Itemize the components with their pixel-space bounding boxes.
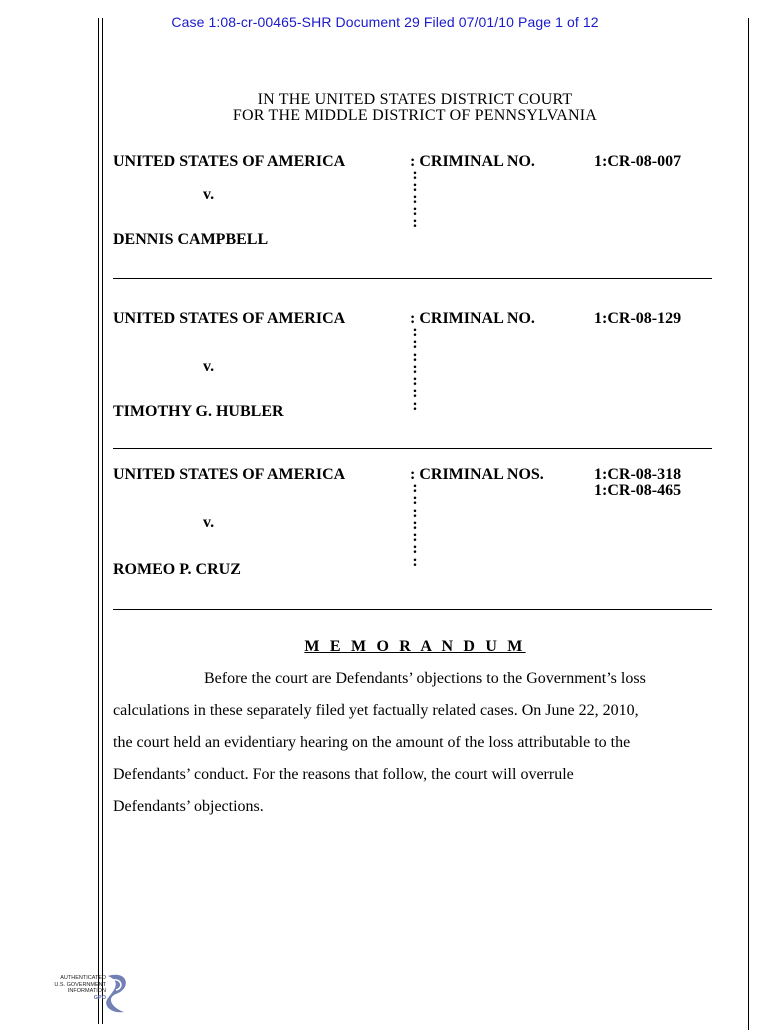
memorandum-line-5: Defendants’ objections.	[113, 798, 264, 815]
case1-versus: v.	[203, 186, 215, 203]
case3-number-2: 1:CR-08-465	[594, 482, 682, 499]
memorandum-line-2: calculations in these separately filed yet factually related cases. On June 22, 2010,	[113, 702, 639, 719]
court-name-line2: FOR THE MIDDLE DISTRICT OF PENNSYLVANIA	[232, 107, 598, 124]
right-margin-line	[748, 18, 749, 1030]
memorandum-line-3: the court held an evidentiary hearing on the amount of the loss attributable to the	[113, 734, 631, 751]
case1-number: 1:CR-08-007	[594, 153, 682, 170]
gpo-logo-text: AUTHENTICATED U.S. GOVERNMENT INFORMATION GPO	[54, 975, 106, 1001]
case3-colon-column: : : : : : : :	[412, 479, 418, 570]
case1-separator	[113, 278, 712, 279]
ecf-header: Case 1:08-cr-00465-SHR Document 29 Filed 07/01/10 Page 1 of 12	[171, 14, 599, 30]
case2-plaintiff: UNITED STATES OF AMERICA	[113, 310, 346, 327]
case2-number: 1:CR-08-129	[594, 310, 682, 327]
case3-versus: v.	[203, 514, 215, 531]
memorandum-title: M E M O R A N D U M	[304, 638, 526, 655]
left-margin-line-outer	[98, 18, 99, 1024]
case3-criminal-label: : CRIMINAL NOS.	[410, 466, 544, 483]
case2-versus: v.	[203, 358, 215, 375]
case1-plaintiff: UNITED STATES OF AMERICA	[113, 153, 346, 170]
case2-colon-column: : : : : : : :	[412, 323, 418, 414]
case3-defendant: ROMEO P. CRUZ	[113, 561, 241, 578]
case3-plaintiff: UNITED STATES OF AMERICA	[113, 466, 346, 483]
case2-defendant: TIMOTHY G. HUBLER	[113, 403, 284, 420]
case1-criminal-label: : CRIMINAL NO.	[410, 153, 535, 170]
case2-separator	[113, 448, 712, 449]
court-name-line1: IN THE UNITED STATES DISTRICT COURT	[257, 91, 573, 108]
case2-criminal-label: : CRIMINAL NO.	[410, 310, 535, 327]
case3-number-1: 1:CR-08-318	[594, 466, 682, 483]
left-margin-line-inner	[102, 18, 103, 1024]
case1-defendant: DENNIS CAMPBELL	[113, 231, 269, 248]
memorandum-line-1: Before the court are Defendants’ objections to the Government’s loss	[204, 670, 646, 687]
case3-separator	[113, 609, 712, 610]
case1-colon-column: : : : : :	[412, 166, 418, 231]
memorandum-line-4: Defendants’ conduct. For the reasons that follow, the court will overrule	[113, 766, 574, 783]
